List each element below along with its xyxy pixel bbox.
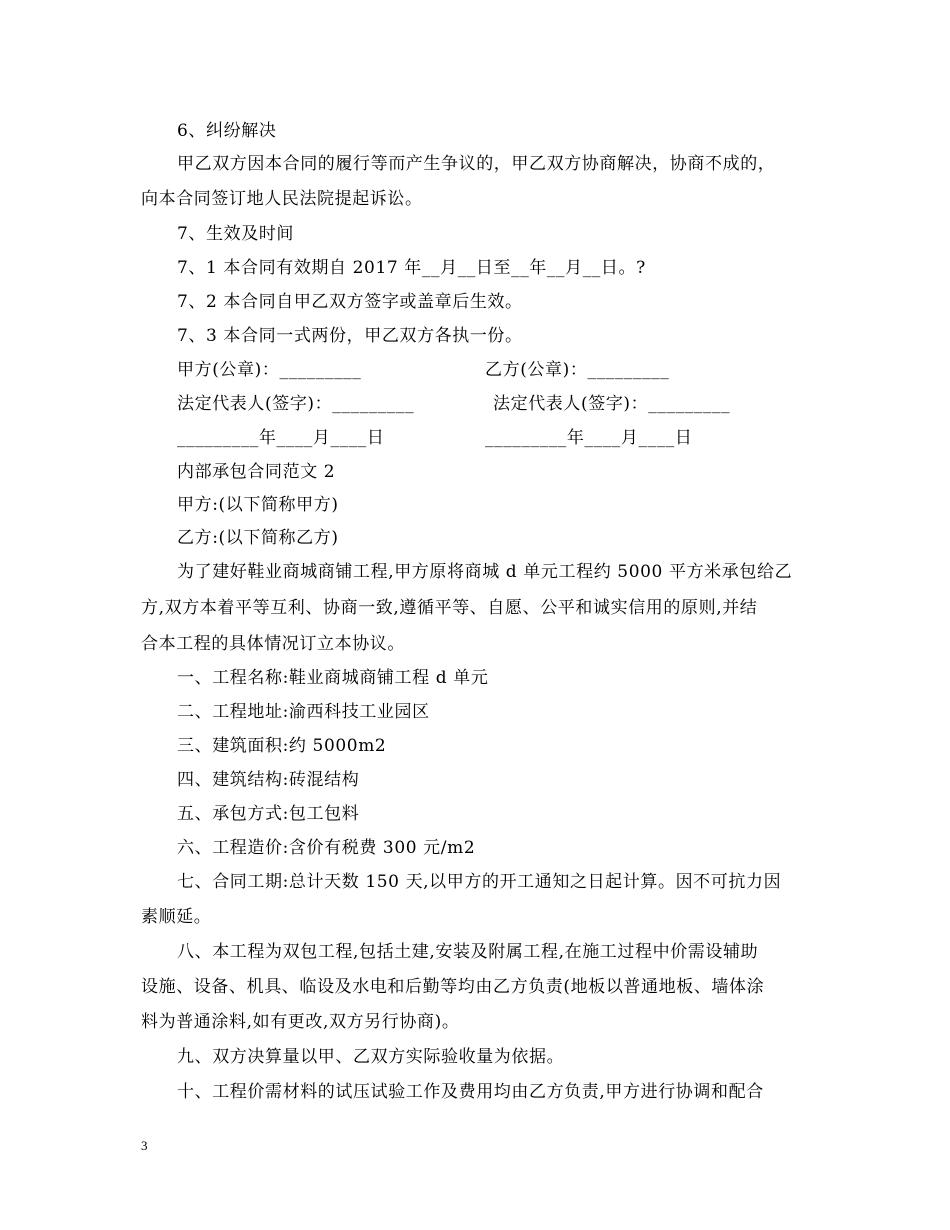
party-a-seal: 甲方(公章)：_________ bbox=[177, 360, 362, 380]
party-a-date: _________年____月____日 bbox=[177, 428, 385, 448]
paragraph-line: 7、1 本合同有效期自 2017 年__月__日至__年__月__日。? bbox=[177, 258, 646, 278]
clause-line: 六、工程造价:含价有税费 300 元/m2 bbox=[177, 838, 476, 858]
clause-line: 九、双方决算量以甲、乙双方实际验收量为依据。 bbox=[177, 1047, 565, 1067]
party-b-line: 乙方:(以下简称乙方) bbox=[177, 528, 339, 548]
section-heading: 6、纠纷解决 bbox=[177, 121, 277, 141]
section-heading: 7、生效及时间 bbox=[177, 224, 295, 244]
paragraph-line: 为了建好鞋业商城商铺工程,甲方原将商城 d 单元工程约 5000 平方米承包给乙 bbox=[177, 562, 793, 582]
document-title: 内部承包合同范文 2 bbox=[177, 462, 336, 482]
clause-line: 设施、设备、机具、临设及水电和后勤等均由乙方负责(地板以普通地板、墙体涂 bbox=[141, 977, 765, 997]
clause-line: 三、建筑面积:约 5000m2 bbox=[177, 736, 387, 756]
paragraph-line: 合本工程的具体情况订立本协议。 bbox=[141, 634, 405, 654]
clause-line: 七、合同工期:总计天数 150 天,以甲方的开工通知之日起计算。因不可抗力因 bbox=[177, 872, 782, 892]
page-number: 3 bbox=[141, 1138, 148, 1153]
clause-line: 五、承包方式:包工包料 bbox=[177, 804, 360, 824]
paragraph-line: 向本合同签订地人民法院提起诉讼。 bbox=[141, 189, 423, 209]
clause-line: 料为普通涂料,如有更改,双方另行协商)。 bbox=[141, 1012, 460, 1032]
clause-line: 素顺延。 bbox=[141, 907, 212, 927]
party-b-representative: 法定代表人(签字)：_________ bbox=[493, 394, 731, 414]
clause-line: 一、工程名称:鞋业商城商铺工程 d 单元 bbox=[177, 668, 489, 688]
party-b-date: _________年____月____日 bbox=[485, 428, 693, 448]
party-a-line: 甲方:(以下简称甲方) bbox=[177, 495, 339, 515]
clause-line: 四、建筑结构:砖混结构 bbox=[177, 770, 360, 790]
party-b-seal: 乙方(公章)：_________ bbox=[485, 360, 670, 380]
clause-line: 二、工程地址:渝西科技工业园区 bbox=[177, 702, 430, 722]
clause-line: 十、工程价需材料的试压试验工作及费用均由乙方负责,甲方进行协调和配合 bbox=[177, 1082, 764, 1102]
paragraph-line: 方,双方本着平等互利、协商一致,遵循平等、自愿、公平和诚实信用的原则,并结 bbox=[141, 598, 758, 618]
clause-line: 八、本工程为双包工程,包括土建,安装及附属工程,在施工过程中价需设辅助 bbox=[177, 942, 759, 962]
paragraph-line: 甲乙双方因本合同的履行等而产生争议的，甲乙双方协商解决，协商不成的， bbox=[177, 154, 776, 174]
paragraph-line: 7、3 本合同一式两份，甲乙双方各执一份。 bbox=[177, 326, 523, 346]
paragraph-line: 7、2 本合同自甲乙双方签字或盖章后生效。 bbox=[177, 292, 523, 312]
party-a-representative: 法定代表人(签字)：_________ bbox=[177, 394, 415, 414]
